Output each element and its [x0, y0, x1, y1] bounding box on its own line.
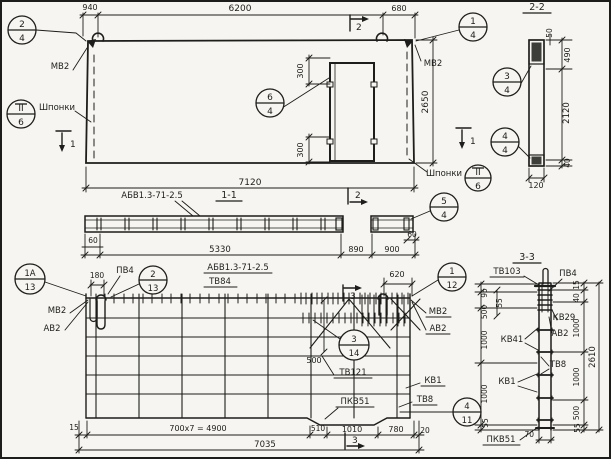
section-3-3-title: 3-3 [519, 252, 535, 263]
marker-1-left: 1 [70, 140, 76, 150]
plan-product-sub: ТВ84 [209, 277, 231, 287]
callout-II-6-right-den: 6 [475, 182, 481, 192]
label-mv2-plan-left: МВ2 [47, 306, 67, 316]
callout-1a-13-num: 1А [24, 269, 36, 279]
label-av2-plan-right: АВ2 [429, 324, 447, 334]
dim-55-left-bottom: 55 [481, 418, 490, 428]
dim-2650: 2650 [421, 90, 431, 114]
dim-680: 680 [391, 4, 407, 13]
callout-4-4-den: 4 [502, 146, 508, 156]
dim-55-top: 55 [495, 298, 504, 308]
label-mv2-plan-right: МВ2 [428, 307, 448, 317]
callout-1a-13-den: 13 [24, 283, 36, 293]
callout-II-6-left-den: 6 [18, 118, 24, 128]
label-mv2-right: МВ2 [423, 59, 443, 69]
marker-3-top: 3 [350, 292, 356, 302]
dim-20: 20 [420, 426, 430, 435]
callout-2-4-den: 4 [19, 34, 25, 44]
dim-490: 490 [563, 47, 572, 63]
label-av2-33: АВ2 [551, 329, 569, 339]
dim-900: 900 [384, 245, 400, 254]
dim-15-right: 15 [572, 280, 581, 290]
dim-620: 620 [389, 270, 405, 279]
dim-15: 15 [69, 423, 79, 432]
label-kv1-33: КВ1 [498, 377, 516, 387]
label-pv4: ПВ4 [116, 266, 134, 276]
callout-6-4-num: 6 [267, 93, 273, 103]
callout-3-4-num: 3 [504, 72, 510, 82]
marker-2-bottom: 2 [355, 191, 361, 201]
callout-3-4-den: 4 [504, 86, 510, 96]
dim-7035: 7035 [254, 440, 276, 450]
dim-120: 120 [528, 181, 544, 190]
dim-95: 95 [480, 288, 489, 298]
bottom-anchor-fill [532, 157, 541, 164]
dim-60-right: 60 [407, 230, 417, 239]
callout-II-6-left-num: II [18, 104, 24, 114]
dim-2610: 2610 [588, 346, 598, 368]
callout-3-14-den: 14 [348, 349, 360, 359]
marker-3-bottom: 3 [352, 436, 358, 446]
label-tv103: ТВ103 [493, 267, 521, 277]
dim-60-left: 60 [88, 236, 98, 245]
callout-1-4-num: 1 [470, 17, 476, 27]
label-pkv51-33: ПКВ51 [486, 435, 516, 445]
dim-40-right: 40 [572, 293, 581, 303]
dim-5330: 5330 [209, 245, 231, 255]
dim-940: 940 [82, 3, 98, 12]
label-kv29: КВ29 [552, 313, 576, 323]
sheet-border [1, 1, 610, 458]
dim-1000-left-a: 1000 [480, 330, 489, 350]
callout-2-4-num: 2 [19, 20, 25, 30]
label-shponki-right: Шпонки [425, 169, 463, 179]
callout-2-13-den: 13 [147, 284, 159, 294]
dim-40: 40 [563, 158, 572, 168]
callout-4-11-den: 11 [461, 416, 473, 426]
plan-top-ticks [105, 294, 295, 303]
callout-II-6-right-num: II [475, 168, 481, 178]
dim-6200: 6200 [228, 4, 252, 14]
label-mv2-left: МВ2 [50, 62, 70, 72]
dim-180: 180 [89, 271, 105, 280]
dim-890: 890 [348, 245, 364, 254]
dim-2120: 2120 [562, 102, 572, 124]
dim-55-right: 55 [573, 423, 582, 433]
label-tv8-33: ТВ8 [549, 360, 567, 370]
dim-50: 50 [545, 28, 554, 38]
label-shponki-left: Шпонки [38, 103, 76, 113]
label-tv8-plan: ТВ8 [416, 395, 434, 405]
product-code: АБВ1.3-71-2.5 [121, 191, 183, 201]
callout-5-4-num: 5 [441, 197, 447, 207]
callout-3-14-num: 3 [351, 335, 357, 345]
section-2-2-title: 2-2 [529, 2, 545, 13]
callout-4-11-num: 4 [464, 402, 470, 412]
callout-4-4-num: 4 [502, 132, 508, 142]
dim-70: 70 [524, 430, 534, 439]
label-kv41: КВ41 [500, 335, 524, 345]
top-anchor-fill [532, 43, 541, 61]
marker-2-top: 2 [356, 23, 362, 33]
dim-1000-right-b: 1000 [572, 367, 581, 387]
dim-500-plan: 500 [306, 356, 322, 365]
dim-300-top: 300 [296, 63, 305, 79]
dim-1010: 1010 [341, 425, 363, 434]
dim-1000-right-a: 1000 [572, 318, 581, 338]
callout-1-12-num: 1 [449, 267, 455, 277]
dim-1000-left-b: 1000 [480, 384, 489, 404]
callout-5-4-den: 4 [441, 211, 447, 221]
label-av2-plan-left: АВ2 [43, 324, 61, 334]
label-kv1-plan: КВ1 [424, 376, 442, 386]
dim-7120: 7120 [238, 178, 262, 188]
label-tv121: ТВ121 [339, 368, 367, 378]
section-1-1-title: 1-1 [221, 190, 237, 201]
callout-1-12-den: 12 [446, 281, 458, 291]
dim-780: 780 [388, 425, 404, 434]
label-pkv51-plan: ПКВ51 [340, 397, 370, 407]
dim-510: 510 [310, 424, 326, 433]
callout-2-13-num: 2 [150, 270, 156, 280]
callout-6-4-den: 4 [267, 107, 273, 117]
dim-500-left: 500 [480, 304, 489, 320]
marker-1-right: 1 [470, 137, 476, 147]
dim-700x7: 700x7 = 4900 [169, 424, 227, 433]
label-pv4-33: ПВ4 [559, 269, 577, 279]
dim-300-bottom: 300 [296, 142, 305, 158]
dim-500-right: 500 [572, 405, 581, 421]
callout-1-4-den: 4 [470, 31, 476, 41]
plan-product-code: АБВ1.3-71-2.5 [207, 263, 269, 273]
